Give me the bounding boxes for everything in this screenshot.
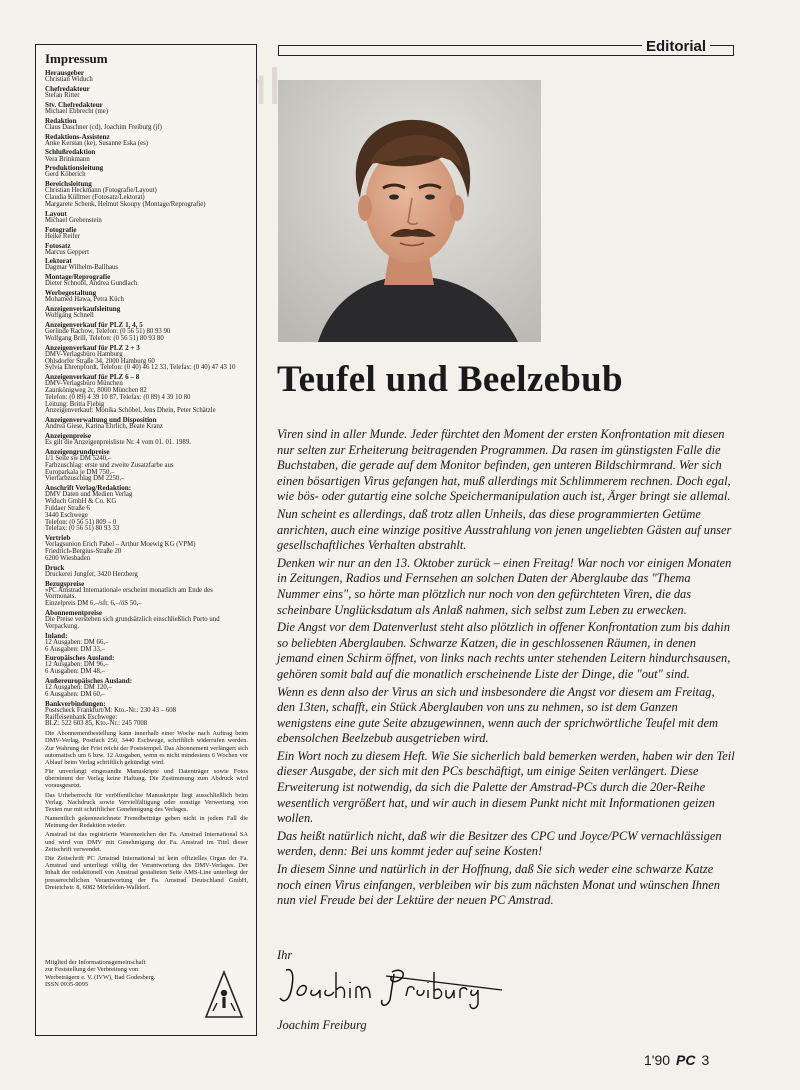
impressum-section-heading: Anzeigenverkauf für PLZ 6 – 8 [45, 373, 140, 382]
impressum-section [45, 322, 248, 343]
impressum-section [45, 485, 248, 533]
author-portrait-photo [278, 80, 541, 342]
closing-word: Ihr [277, 948, 293, 962]
impressum-section [45, 655, 248, 676]
impressum-section [45, 134, 248, 148]
impressum-section-heading: Lektorat [45, 257, 72, 266]
impressum-section-text: DMV Daten und Medien Verlag Widuch GmbH & Co. KG Fuldaer Straße 6 3440 Eschwege Telefon: (0 56 51) 809 – 0 Telefax: (0 56 51) 80 93 33 [45, 491, 133, 533]
impressum-section [45, 149, 248, 163]
impressum-section-text: Gerd Köberich [45, 171, 86, 179]
editorial-paragraph: Nun scheint es allerdings, daß trotz allen Unheils, das diese programmierten Getüme anrichten, auch eine winzige positive Ausstrahlung von jenen ungeliebten Gästen auf unser gesellschaftliches Verhalten abstrahlt. [277, 506, 732, 553]
impressum-section-heading: Anzeigenverkaufsleitung [45, 305, 121, 314]
impressum-section-heading: Produktionsleitung [45, 164, 104, 173]
impressum-section-heading: Europäisches Ausland: [45, 654, 115, 663]
impressum-section-text: Gerlinde Rachow, Telefon: (0 56 51) 80 93 90 Wolfgang Brill, Telefon: (0 56 51) 80 93 80 [45, 328, 171, 342]
impressum-section [45, 227, 248, 241]
editorial-rule [278, 55, 734, 56]
impressum-section-heading: Montage/Reprografie [45, 273, 111, 282]
section-label: Editorial [642, 38, 710, 55]
impressum-section [45, 535, 248, 562]
impressum-section [45, 258, 248, 272]
impressum-section [45, 86, 248, 100]
impressum-section [45, 165, 248, 179]
impressum-section [45, 102, 248, 116]
editorial-paragraph: Ein Wort noch zu diesem Heft. Wie Sie sicherlich bald bemerken werden, haben wir den Teil dieser Ausgabe, der sich mit den PCs beschäftigt, um einige Seiten verlängert. Diese Erweiterung ist notwendig, da sich die Palette der Amstrad-PCs durch die 20er-Reihe wesentlich vergrößert hat, und wir auch in diesem Punkt nicht mit Informationen geizen wollen. [277, 748, 735, 826]
impressum-section [45, 610, 248, 631]
impressum-section [45, 565, 248, 579]
impressum-section-text: Stefan Ritter [45, 91, 80, 99]
impressum-section-heading: Bezugspreise [45, 579, 85, 588]
impressum-section [45, 678, 248, 699]
impressum-section-heading: Vertrieb [45, 534, 71, 543]
impressum-ivw-note: Mitglied der Informationsgemeinschaft zur Feststellung der Verbreitung von Werbeträgern e. V. (IVW), Bad Godesberg. ISSN 0935-9095 [45, 959, 156, 989]
issue-number: 1'90 [644, 1052, 671, 1068]
impressum-section-heading: Schlußredaktion [45, 148, 96, 157]
impressum-paragraph: Die Abonnementbestellung kann innerhalb einer Woche nach Auftrag beim DMV-Verlag, Postfach 250, 3440 Eschwege, schriftlich widerrufen werden. Zur Wahrung der Frist reicht der Poststempel. Das Abonnement verlängert sich automatisch um 6 bzw. 12 Ausgaben, wenn es nicht mindestens 6 Wochen vor Ablauf beim Verlag schriftlich gekündigt wird. [45, 730, 248, 766]
impressum-section-text: 12 Ausgaben: DM 120,– 6 Ausgaben: DM 60,– [45, 684, 112, 698]
impressum-section [45, 449, 248, 483]
impressum-section-text: »PC Amstrad International« erscheint monatlich am Ende des Vormonats. Einzelpreis DM 6,–/sfr. 6,–/öS 50,– [45, 586, 213, 608]
impressum-section [45, 306, 248, 320]
editorial-paragraph: Das heißt natürlich nicht, daß wir die Besitzer des CPC und Joyce/PCW vernachlässigen werden, denn: Bei uns kommt jeder auf seine Kosten! [277, 828, 722, 859]
impressum-section [45, 701, 248, 728]
impressum-section-heading: Druck [45, 563, 65, 572]
editorial-headline: Teufel und Beelzebub [277, 359, 623, 400]
impressum-section-text: Dieter Schnobl, Andrea Gundlach [45, 280, 138, 288]
page-folio [644, 1052, 709, 1068]
impressum-section-text: Christian Widuch [45, 76, 93, 84]
impressum-section-heading: Chefredakteur [45, 84, 90, 93]
impressum-section [45, 118, 248, 132]
impressum-paragraph: Amstrad ist das registrierte Warenzeichen der Fa. Amstrad International SA und wird von DMV mit Genehmigung der Fa. Amstrad im Titel dieser Zeitschrift verwendet. [45, 831, 248, 853]
impressum-paragraph: Die Zeitschrift PC Amstrad International ist kein offizielles Organ der Fa. Amstrad und unterliegt völlig der Verantwortung des DMV-Verlages. Der Inhalt der redaktionell von Amstrad gestalteten Seite AMS-Line unterliegt der presserechtlichen Verantwortung der Fa. Amstrad Deutschland GmbH, Dreieichstr. 8, 6082 Mörfelden-Walldorf. [45, 854, 248, 891]
impressum-section [45, 211, 248, 225]
impressum-section [45, 345, 248, 372]
impressum-section-text: Christian Heckmann (Fotografie/Layout) Claudia Küllmer (Fotosatz/Lektorat) Margarete Schenk, Helmut Skoupy (Montage/Reprografie) [45, 187, 206, 208]
impressum-section-heading: Fotografie [45, 225, 77, 234]
impressum-section-text: Heike Reifer [45, 232, 80, 240]
impressum-paragraph: Für unverlangt eingesandte Manuskripte und Datenträger sowie Fotos übernimmt der Verlag keine Haftung. Die Zustimmung zum Abdruck wird vorausgesetzt. [45, 768, 248, 790]
impressum-section [45, 433, 248, 447]
impressum-section-heading: Außereuropäisches Ausland: [45, 677, 133, 686]
impressum-section-text: Dagmar Wilhelm-Ballhaus [45, 264, 119, 272]
impressum-section-heading: Stv. Chefredakteur [45, 100, 103, 109]
handwritten-signature [276, 960, 506, 1012]
impressum-section-text: 12 Ausgaben: DM 66,– 6 Ausgaben: DM 33,– [45, 638, 109, 653]
impressum-section [45, 633, 248, 654]
impressum-legal-notes [45, 730, 248, 891]
impressum-box [35, 44, 257, 1036]
impressum-section-heading: Anzeigenverkauf für PLZ 1, 4, 5 [45, 320, 143, 329]
impressum-section-text: Postscheck Frankfurt/M: Kto.-Nr.: 230 43 – 608 Raiffeisenbank Eschwege: BLZ: 522 603 85, Kto.-Nr.: 245 7008 [45, 706, 177, 728]
impressum-sections [45, 70, 248, 728]
impressum-section-text: DMV-Verlagsbüro München Zaunkönigweg 2c, 8000 München 82 Telefon: (0 89) 4 39 10 87, Telefax: (0 89) 4 39 10 80 Leitung: Britta Fiebig Anzeigenverkauf: Monika Schöbel, Jens Dhein, Peter Schätzle [45, 380, 216, 415]
editorial-body [277, 427, 735, 911]
impressum-section [45, 581, 248, 608]
impressum-section-heading: Werbegestaltung [45, 289, 97, 298]
impressum-section [45, 374, 248, 415]
impressum-section [45, 417, 248, 431]
impressum-section [45, 70, 248, 84]
impressum-section-heading: Layout [45, 209, 67, 218]
impressum-section-heading: Anzeigenverwaltung und Disposition [45, 416, 157, 425]
impressum-section-heading: Bankverbindungen: [45, 699, 106, 708]
editorial-paragraph: Viren sind in aller Munde. Jeder fürchtet den Moment der ersten Konfrontation mit diesen nur selten zur Erheiterung beitragenden Programmen. Da rasen im günstigsten Falle die Buchstaben, die gerade auf dem Monitor befinden, gen unteren Bildschirmrand. Wer sich einen bösartigen Virus gefangen hat, muß allerdings mit Schlimmerem rechnen. Doch egal, wie bös- oder gutartig eine solche Speichermanipulation auch ist, Ärger bringt sie allemal. [277, 427, 731, 504]
impressum-section-heading: Herausgeber [45, 69, 85, 77]
impressum-paragraph: Das Urheberrecht für veröffentlichte Manuskripte liegt ausschließlich beim Verlag. Nachdruck sowie Vervielfältigung oder sonstige Verwertung von Texten nur mit schriftlicher Genehmigung des Verlages. [45, 791, 248, 813]
impressum-section-text: Die Preise verstehen sich grundsätzlich einschließlich Porto und Verpackung. [45, 616, 220, 630]
impressum-section-heading: Bereichsleitung [45, 180, 92, 189]
impressum-section [45, 243, 248, 257]
page-number: 3 [701, 1052, 710, 1068]
impressum-title: Impressum [45, 51, 108, 66]
impressum-section-heading: Anzeigenverkauf für PLZ 2 + 3 [45, 343, 140, 352]
impressum-section-text: 12 Ausgaben: DM 96,– 6 Ausgaben: DM 48,– [45, 661, 109, 676]
impressum-section-text: Mohamed Hawa, Petra Küch [45, 296, 124, 304]
impressum-paragraph: Namentlich gekennzeichnete Fremdbeiträge geben nicht in jedem Fall die Meinung der Redaktion wieder. [45, 815, 248, 830]
impressum-section-text: Wolfgang Schnell [45, 312, 94, 320]
author-name: Joachim Freiburg [277, 1018, 367, 1032]
impressum-section-text: Anke Kerstan (ke), Susanne Eska (es) [45, 139, 149, 147]
impressum-section-text: 1/1 Seite sw DM 5240,– Farbzuschlag: erste und zweite Zusatzfarbe aus Europarkala je DM 750,– Vierfarbzuschlag DM 2250,– [45, 455, 174, 483]
impressum-section-heading: Anzeigengrundpreise [45, 447, 110, 456]
editorial-paragraph: In diesem Sinne und natürlich in der Hoffnung, daß Sie sich weder eine schwarze Katze noch einen Virus einfangen, verbleiben wir bis zum nächsten Monat und wünschen Ihnen nun viel Freude bei der Lektüre der neuen PC Amstrad. [277, 862, 720, 908]
impressum-section-text: Claus Daschner (cd), Joachim Freiburg (jf) [45, 123, 162, 131]
editorial-paragraph: Denken wir nur an den 13. Oktober zurück – einen Freitag! War noch vor einigen Monaten in Zeitungen, Radios und Fernsehen an solchen Daten der Aberglaube das "Thema Nummer eins", so hörte man plötzlich nur noch von den gefürchteten Viren, die das scheinbare Unglücksdatum als Anlaß nahmen, sich selbst zum Leben zu erwecken. [277, 555, 732, 617]
impressum-section-text: Vera Brinkmann [45, 155, 90, 163]
impressum-section [45, 274, 248, 288]
impressum-section-heading: Abonnementpreise [45, 609, 103, 617]
impressum-section-text: Verlagsunion Erich Pabel – Arthur Moewig KG (VPM) Friedrich-Bergius-Straße 20 6200 Wiesbaden [45, 541, 196, 562]
impressum-section-heading: Anzeigenpreise [45, 432, 91, 441]
impressum-section-text: Druckerei Jungfer, 3420 Herzberg [45, 570, 138, 578]
impressum-section-text: Marcus Geppert [45, 248, 89, 256]
impressum-section-heading: Inland: [45, 631, 68, 640]
impressum-section-text: Michael Grebenstein [45, 216, 102, 224]
impressum-section-heading: Anschrift Verlag/Redaktion: [45, 484, 132, 493]
impressum-section-text: Andrea Giese, Karina Ehrlich, Beate Kranz [45, 423, 163, 431]
magazine-logo: PC [676, 1052, 696, 1068]
impressum-section [45, 290, 248, 304]
impressum-section-heading: Fotosatz [45, 241, 71, 250]
impressum-section-text: Michael Ebbrecht (me) [45, 107, 109, 115]
impressum-section-text: DMV-Verlagsbüro Hamburg Ohlsdorfer Straße 34, 2000 Hamburg 60 Sylvia Ehrenpfordt, Telefon: (0 40) 46 12 33, Telefax: (0 40) 47 43 10 [45, 350, 236, 372]
impressum-section-heading: Redaktion [45, 116, 77, 125]
impressum-section-text: Es gilt die Anzeigenpreisliste Nr. 4 vom 01. 01. 1989. [45, 439, 191, 447]
impressum-section [45, 181, 248, 208]
impressum-section-heading: Redaktions-Assistenz [45, 132, 110, 141]
editorial-paragraph: Wenn es denn also der Virus an sich und insbesondere die Angst vor diesem am Freitag, den 13ten, schafft, ein Stück Aberglauben von uns zu nehmen, so ist dem Ganzen wenigstens eine gute Seite abzugewinnen, wenn auch der sprichwörtliche Teufel mit dem ebensolchen Beelzebub ausgetrieben wird. [277, 684, 719, 746]
ivw-logo-icon [204, 969, 244, 1021]
editorial-paragraph: Die Angst vor dem Datenverlust steht also plötzlich in offener Konfrontation zum bis dahin so beliebten Aberglauben. Schwarze Katzen, die in geschlossenen Räumen, in denen jemand einen Schirm öffnet, von links nach rechts unter stehenden Leitern hindurchsausen, gehören somit bald auf die monatlich erscheinende Liste der Dinge, die "out" sind. [277, 620, 731, 681]
